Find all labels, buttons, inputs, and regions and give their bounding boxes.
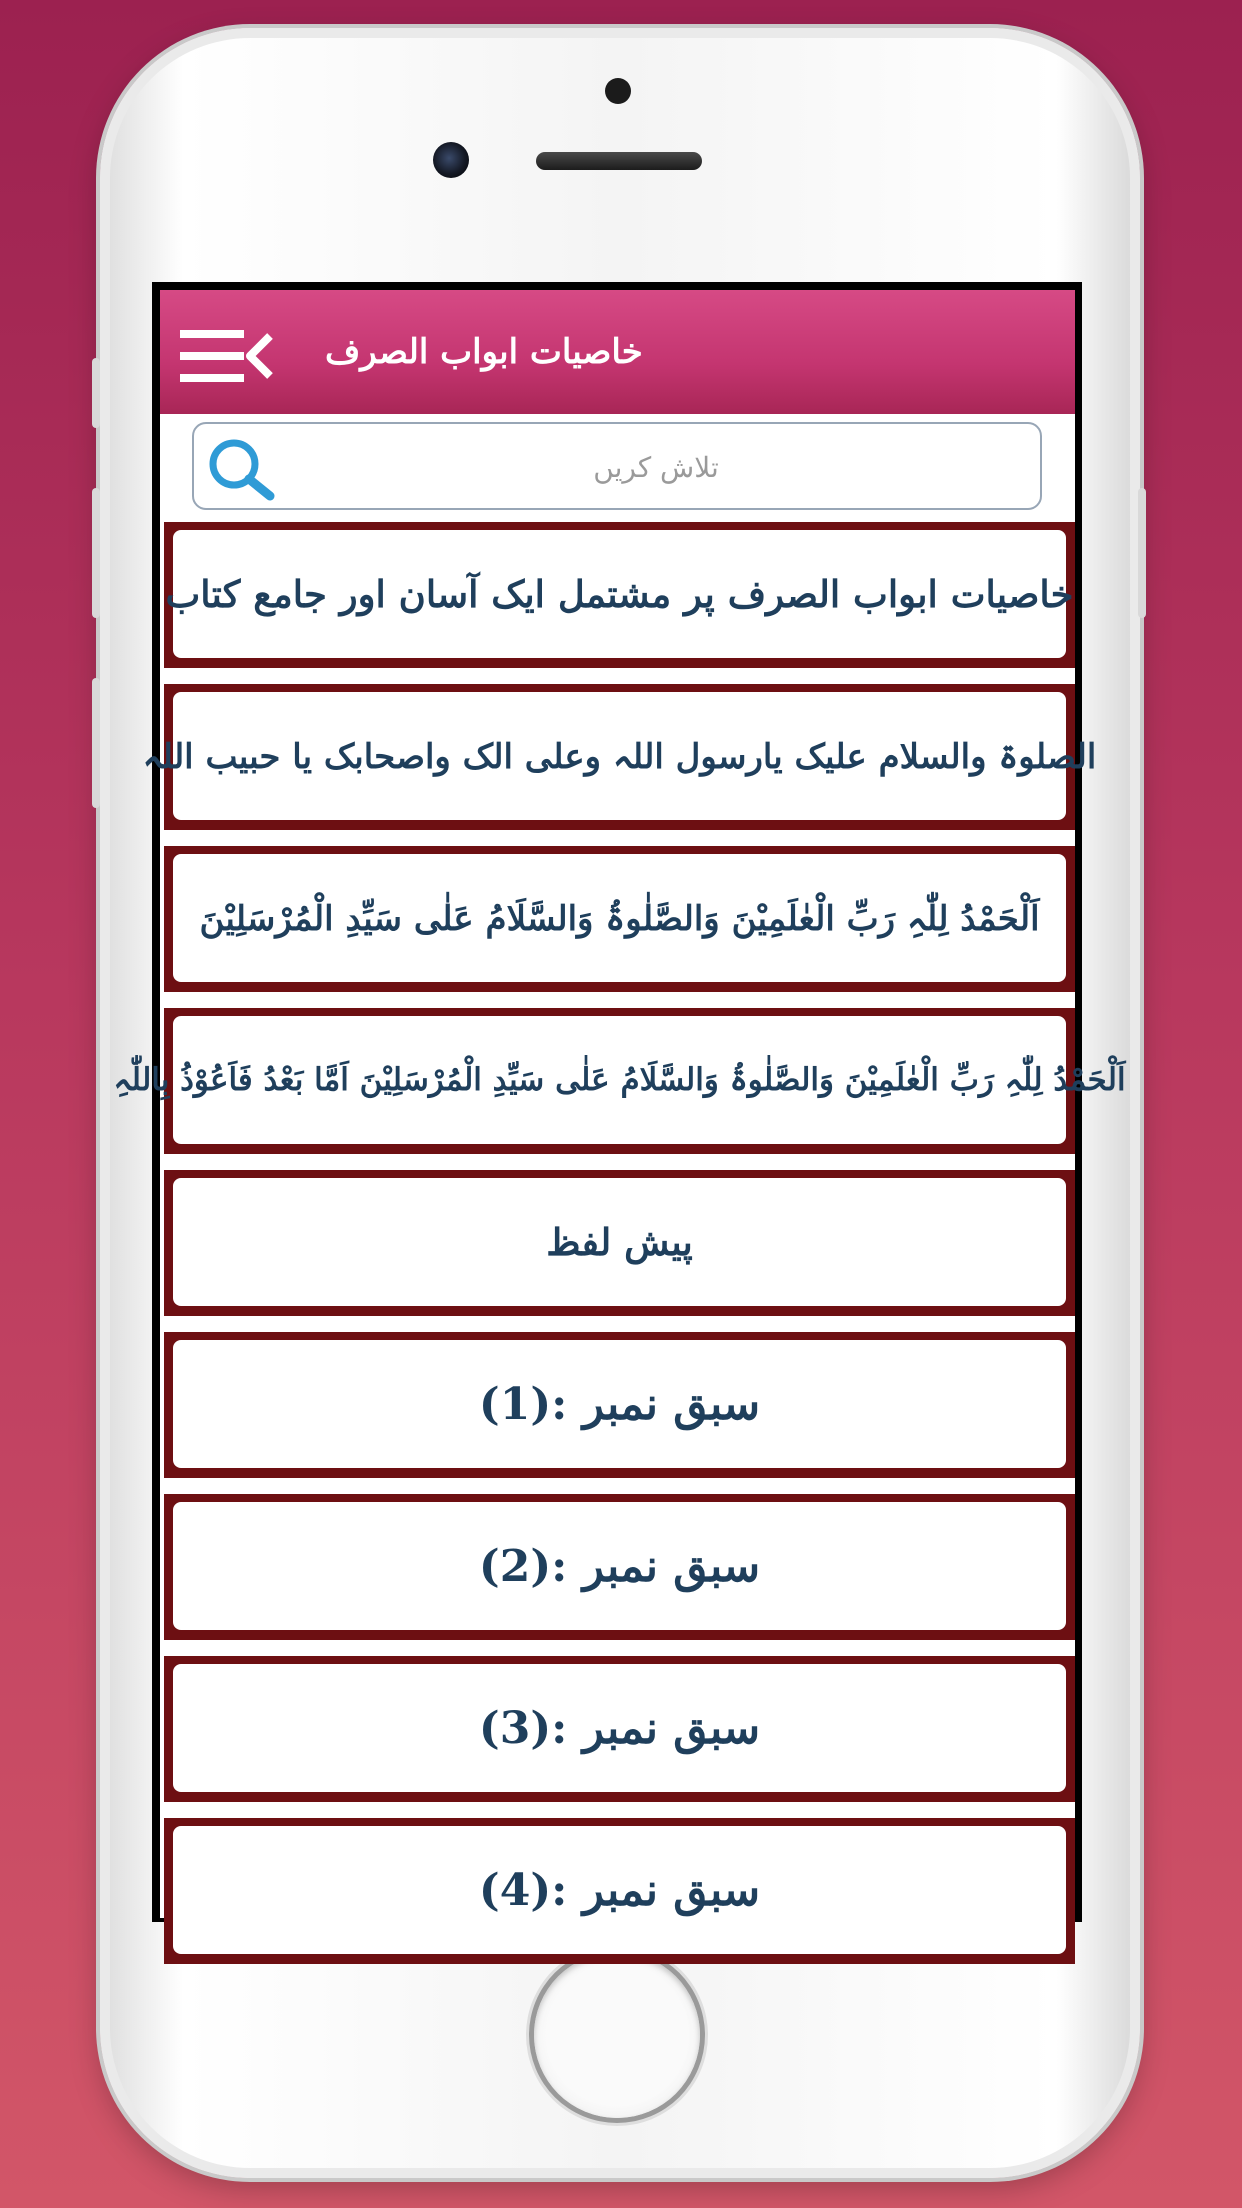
proximity-sensor xyxy=(605,78,631,104)
list-item-label: سبق نمبر :(3) xyxy=(173,1664,1066,1792)
search-bar xyxy=(192,422,1042,510)
volume-down-button xyxy=(92,678,100,808)
lesson-list xyxy=(113,522,1126,1980)
list-item[interactable] xyxy=(164,1656,1075,1802)
list-item[interactable] xyxy=(164,846,1075,992)
mute-switch xyxy=(92,358,100,428)
list-item-label: اَلْحَمْدُ لِلّٰہِ رَبِّ الْعٰلَمِیْنَ وَالصَّلٰوۃُ وَالسَّلَامُ عَلٰی سَیِّدِ الْمُرْسَلِیْنَ اَمَّا بَعْدُ فَاَعُوْذُ بِاللّٰہِ xyxy=(173,1016,1066,1144)
list-item-label: سبق نمبر :(4) xyxy=(173,1826,1066,1954)
app-bar xyxy=(160,290,1075,414)
list-item[interactable] xyxy=(142,684,1097,830)
list-item[interactable] xyxy=(164,1170,1075,1316)
list-item[interactable] xyxy=(164,1818,1075,1964)
list-item-label: الصلوۃ والسلام علیک یارسول اللہ وعلی الک واصحابک یا حبیب اللہ xyxy=(173,692,1066,820)
earpiece-speaker xyxy=(536,152,702,170)
menu-back-icon[interactable] xyxy=(180,328,272,384)
list-item[interactable] xyxy=(164,522,1075,668)
list-item[interactable] xyxy=(113,1008,1126,1154)
list-item-label: سبق نمبر :(1) xyxy=(173,1340,1066,1468)
list-item[interactable] xyxy=(164,1494,1075,1640)
phone-screen xyxy=(113,282,1126,1922)
page-title: خاصیات ابواب الصرف xyxy=(325,332,643,372)
app-root xyxy=(113,290,1126,1918)
search-icon[interactable] xyxy=(204,436,278,502)
list-item-label: سبق نمبر :(2) xyxy=(173,1502,1066,1630)
power-button xyxy=(1138,488,1146,618)
list-item-label: خاصیات ابواب الصرف پر مشتمل ایک آسان اور جامع کتاب xyxy=(173,530,1066,658)
volume-up-button xyxy=(92,488,100,618)
list-item[interactable] xyxy=(164,1332,1075,1478)
list-item-label: پیش لفظ xyxy=(173,1178,1066,1306)
search-input[interactable] xyxy=(294,432,1018,502)
list-item-label: اَلْحَمْدُ لِلّٰہِ رَبِّ الْعٰلَمِیْنَ وَالصَّلٰوۃُ وَالسَّلَامُ عَلٰی سَیِّدِ الْمُرْسَلِیْنَ xyxy=(173,854,1066,982)
front-camera xyxy=(433,142,469,178)
